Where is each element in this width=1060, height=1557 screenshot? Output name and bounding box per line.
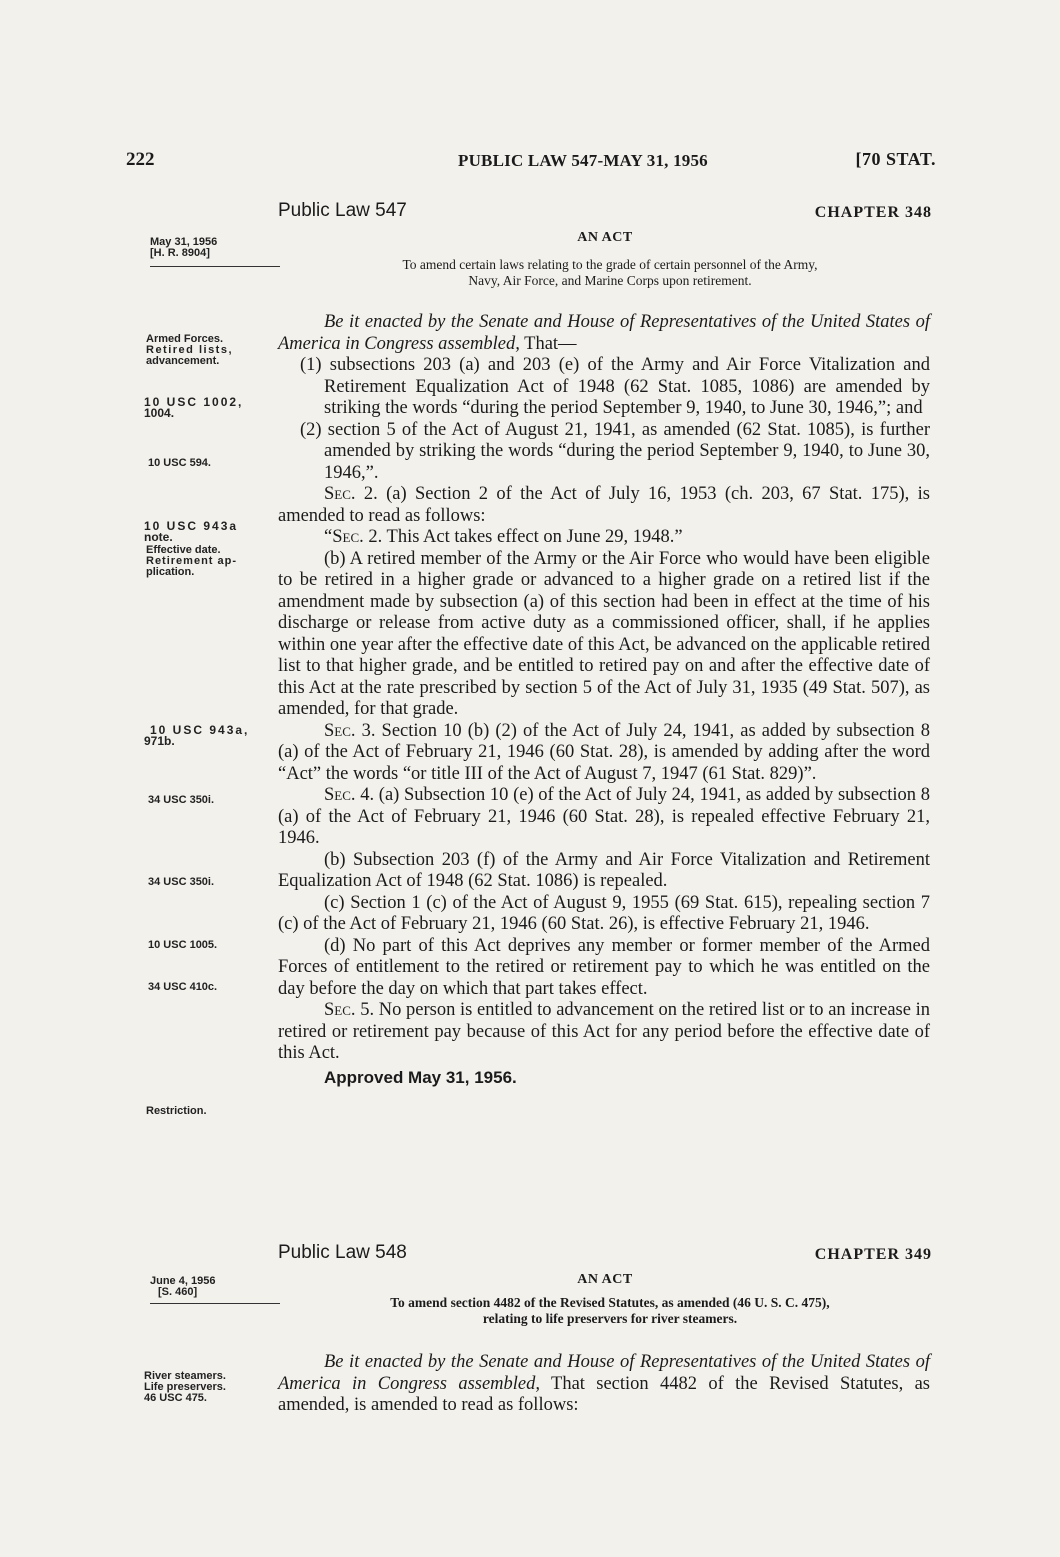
running-head <box>126 149 936 179</box>
enacting-italic: Be it enacted by the Senate and House of Representatives of the United States of America in Congress assembled, <box>278 312 930 354</box>
sec-label: Sec. <box>324 484 356 504</box>
section-4d: (d) No part of this Act deprives any member or former member of the Armed Forces of entitlement to the retired or retirement pay to which he was entitled on the day before the day on which that part takes effect. <box>278 935 930 999</box>
paragraph-2: (2) section 5 of the Act of August 21, 1941, as amended (62 Stat. 1085), is further amended by striking the words “during the period September 9, 1940, to June 30, 1946,”. <box>300 419 930 483</box>
margin-note-line: plication. <box>146 566 195 578</box>
margin-note-line: advancement. <box>146 355 220 367</box>
date-note-line: June 4, 1956 <box>150 1275 216 1287</box>
section-3-text: 3. Section 10 (b) (2) of the Act of July 24, 1941, as added by subsection 8 (a) of the Act of February 21, 1946 (60 Stat. 28), is amended by adding after the word “Act” the words “or title III of the Act of August 7, 1947 (61 Stat. 829)”. <box>278 720 930 784</box>
margin-note-line: Retired lists, <box>146 344 234 356</box>
section-2-quote <box>278 527 930 549</box>
section-5 <box>278 1000 930 1065</box>
section-2a <box>278 484 930 527</box>
sec-label: Sec. <box>324 785 356 805</box>
section-5-text: 5. No person is entitled to advancement on the retired list or to an increase in retired or retirement pay because of this Act for any period before the effective date of this Act. <box>278 1000 930 1063</box>
law-548-date-note <box>150 1276 290 1298</box>
running-head-title: PUBLIC LAW 547-MAY 31, 1956 <box>458 151 708 170</box>
approved-date: Approved May 31, 1956. <box>324 1067 517 1087</box>
margin-note-restriction <box>146 1106 286 1117</box>
section-4c: (c) Section 1 (c) of the Act of August 9, 1955 (69 Stat. 615), repealing section 7 (c) of the Act of February 21, 1946 (60 Stat. 26), is effective February 21, 1946. <box>278 892 930 934</box>
quote-open: “ <box>324 527 333 547</box>
enacting-tail: That— <box>519 333 577 354</box>
purpose-line: Navy, Air Force, and Marine Corps upon retirement. <box>468 273 752 288</box>
margin-note-effective-date <box>146 545 286 578</box>
law-547-date-note <box>150 237 290 259</box>
margin-note-line: 46 USC 475. <box>144 1392 207 1404</box>
margin-note-line: Armed Forces. <box>146 333 224 345</box>
enacting-tail: That section 4482 of the Revised Statutes, as amended, is amended to read as follows: <box>278 1373 930 1415</box>
date-note-line: [S. 460] <box>158 1286 198 1298</box>
margin-note-line: Effective date. <box>146 544 221 556</box>
section-2a-text: 2. (a) Section 2 of the Act of July 16, 1953 (ch. 203, 67 Stat. 175), is amended to read as follows: <box>278 484 930 526</box>
page-number: 222 <box>126 149 155 170</box>
margin-note-line: 34 USC 350i. <box>148 876 215 888</box>
margin-note-line: 1004. <box>144 406 175 420</box>
section-2b: (b) A retired member of the Army or the Air Force who would have been eligible to be retired in a higher grade or advanced to a higher grade on a retired list if the amendment made by subsection (a) of this section had been in effect at the time of his discharge or release from active duty as a commissioned officer, shall, if he applies within one year after the effective date of this Act, be advanced on the applicable retired list to that higher grade, and be entitled to retired pay on and after the effective date of this Act at the rate prescribed by section 5 of the Act of July 31, 1935 (49 Stat. 507), as amended, for that grade. <box>278 548 931 719</box>
law-547-chapter: CHAPTER 348 <box>814 204 932 221</box>
margin-note-line: 971b. <box>144 734 175 748</box>
margin-note-line: 10 USC 943a <box>144 519 239 533</box>
margin-note-armed-forces <box>146 334 286 367</box>
law-548-title: Public Law 548 <box>278 1242 407 1263</box>
date-note-line: May 31, 1956 <box>150 236 218 248</box>
margin-note-line: 34 USC 350i. <box>148 794 215 806</box>
law-547-title: Public Law 547 <box>278 200 407 221</box>
purpose-rule <box>266 266 280 267</box>
margin-note-34-usc-350i-b <box>148 877 288 888</box>
law-548-body <box>278 1352 930 1417</box>
enacting-clause <box>278 312 930 355</box>
margin-note-10-usc-1002 <box>144 397 284 419</box>
margin-note-10-usc-594 <box>148 458 288 469</box>
sec-label: Sec. <box>332 527 364 547</box>
date-note-line: [H. R. 8904] <box>150 247 210 259</box>
section-4a-text: 4. (a) Subsection 10 (e) of the Act of July 24, 1941, as added by subsection 8 (a) of the Act of February 21, 1946 (60 Stat. 28), is repealed effective February 21, 1946. <box>278 785 930 848</box>
enacting-italic: Be it enacted by the Senate and House of Representatives of the United States of America in Congress assembled, <box>278 1352 930 1394</box>
margin-note-line: 34 USC 410c. <box>148 981 218 993</box>
sec-label: Sec. <box>324 720 356 741</box>
margin-note-10-usc-943a-971b <box>144 725 284 747</box>
law-548-chapter: CHAPTER 349 <box>814 1246 932 1263</box>
enacting-clause <box>278 1352 930 1417</box>
margin-rule <box>150 1303 268 1304</box>
statute-volume: [70 STAT. <box>855 149 936 169</box>
margin-rule <box>150 266 268 267</box>
margin-note-line: Restriction. <box>146 1105 207 1117</box>
sec-label: Sec. <box>324 1000 356 1020</box>
paragraph-1: (1) subsections 203 (a) and 203 (e) of the Army and Air Force Vitalization and Retirement Equalization Act of 1948 (62 Stat. 1085, 1086) are amended by striking the words “during the period September 9, 1940, to June 30, 1946,”; and <box>300 355 930 418</box>
margin-note-10-usc-1005 <box>148 940 288 951</box>
law-547-act-heading: AN ACT <box>577 230 633 245</box>
margin-note-line: 10 USC 1002, <box>144 395 244 409</box>
margin-note-line: River steamers. <box>144 1370 226 1382</box>
margin-note-line: note. <box>144 530 173 544</box>
margin-note-34-usc-350i-a <box>148 795 288 806</box>
margin-note-line: 10 USC 1005. <box>148 939 218 951</box>
margin-note-10-usc-943a-note <box>144 521 284 543</box>
margin-note-line: 10 USC 594. <box>148 457 211 469</box>
purpose-line: relating to life preservers for river steamers. <box>482 1311 738 1326</box>
purpose-line: To amend section 4482 of the Revised Statutes, as amended (46 U. S. C. 475), <box>390 1295 830 1310</box>
section-4a <box>278 785 930 850</box>
section-4b: (b) Subsection 203 (f) of the Army and Air Force Vitalization and Retirement Equalization Act of 1948 (62 Stat. 1086) is repealed. <box>278 849 930 891</box>
law-548-act-heading: AN ACT <box>577 1272 633 1287</box>
margin-note-line: 10 USC 943a, <box>150 723 250 737</box>
law-548-purpose <box>280 1295 940 1327</box>
purpose-line: To amend certain laws relating to the grade of certain personnel of the Army, <box>402 257 818 272</box>
section-3 <box>278 721 930 786</box>
law-547-body <box>278 312 930 1088</box>
margin-note-river-steamers <box>144 1371 284 1404</box>
law-547-purpose <box>280 257 940 289</box>
purpose-rule <box>266 1303 280 1304</box>
margin-note-34-usc-410c <box>148 982 288 993</box>
margin-note-line: Life preservers. <box>144 1381 226 1393</box>
margin-note-line: Retirement ap- <box>146 555 238 567</box>
section-2-quote-text: 2. This Act takes effect on June 29, 1948.” <box>363 527 683 547</box>
